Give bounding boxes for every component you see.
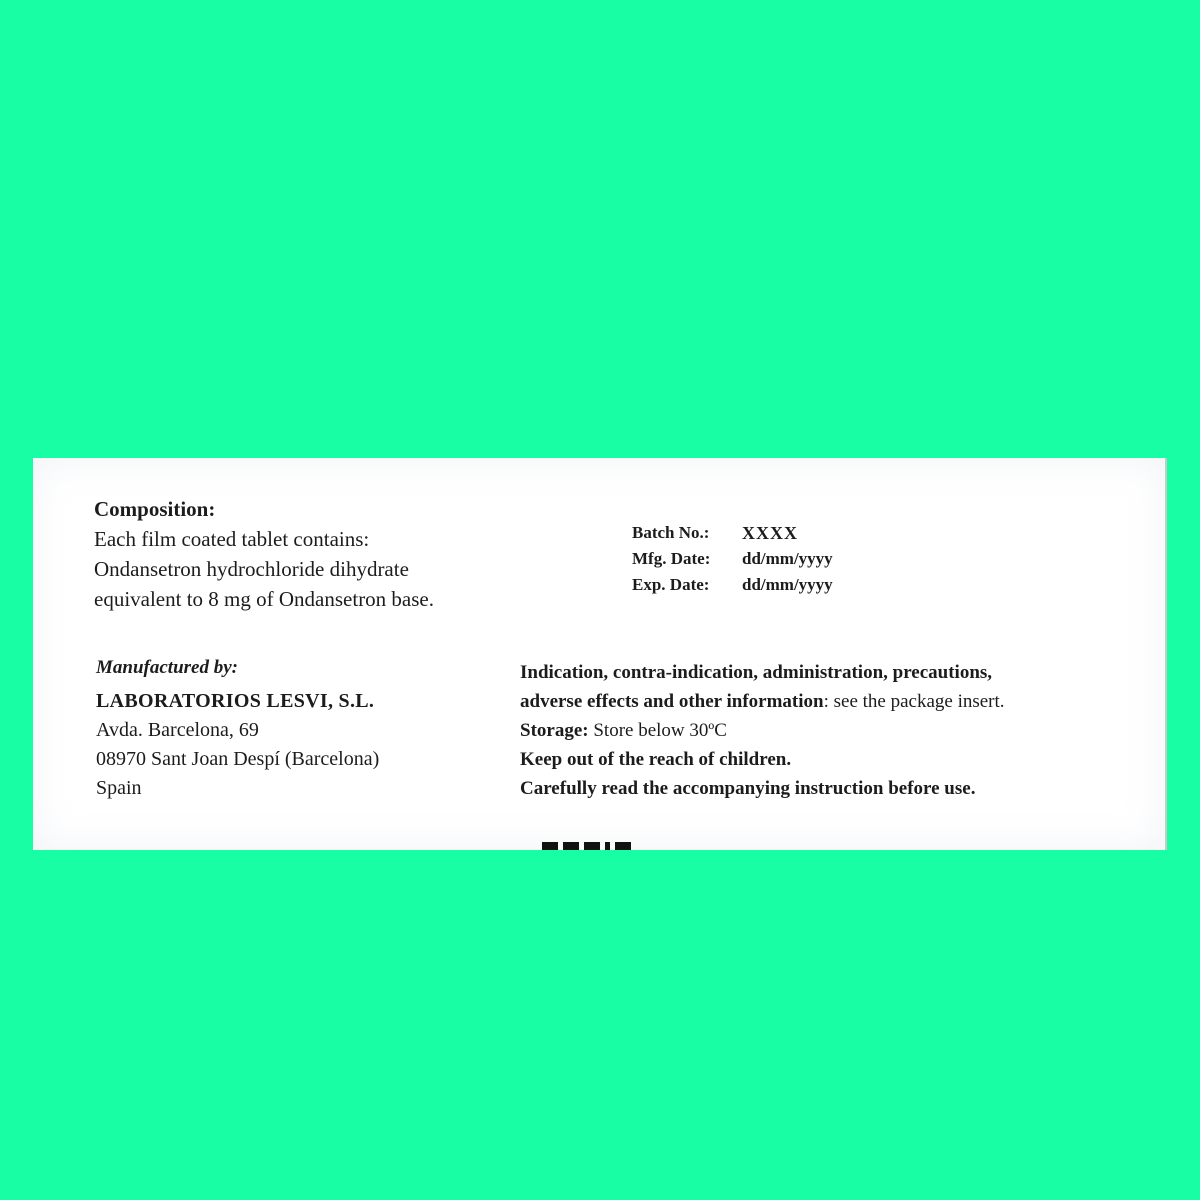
manufacturer-address-line-1: Avda. Barcelona, 69 (96, 719, 259, 741)
batch-info-section (632, 520, 952, 598)
mfg-date-row (632, 546, 952, 572)
manufacturer-section (96, 654, 516, 803)
barcode-bar (605, 842, 610, 850)
barcode-bar (615, 842, 631, 850)
batch-number-value: XXXX (742, 523, 798, 543)
mfg-date-label: Mfg. Date: (632, 549, 711, 568)
storage-line (520, 716, 1150, 745)
indication-line-2-rest: : see the package insert. (823, 691, 1005, 712)
batch-number-row (632, 520, 952, 546)
exp-date-row (632, 572, 952, 598)
keep-out-warning: Keep out of the reach of children. (520, 749, 792, 770)
exp-date-value: dd/mm/yyyy (742, 575, 833, 594)
indication-line-2-bold: adverse effects and other information (520, 691, 824, 712)
manufacturer-heading: Manufactured by: (96, 657, 238, 678)
package-label-panel (33, 458, 1167, 850)
composition-line-1: Each film coated tablet contains: (94, 527, 370, 551)
mfg-date-value: dd/mm/yyyy (742, 549, 833, 568)
manufacturer-address-line-2: 08970 Sant Joan Despí (Barcelona) (96, 748, 380, 770)
storage-value: Store below 30ºC (588, 720, 727, 741)
batch-number-label: Batch No.: (632, 523, 710, 542)
indication-line-2 (520, 687, 1150, 716)
storage-label: Storage: (520, 720, 589, 741)
composition-section (94, 494, 554, 614)
composition-heading: Composition: (94, 497, 216, 521)
composition-line-2: Ondansetron hydrochloride dihydrate (94, 557, 409, 581)
read-instructions-warning: Carefully read the accompanying instruction before use. (520, 778, 976, 799)
indication-line-1: Indication, contra-indication, administration, precautions, (520, 662, 993, 683)
barcode-fragment (542, 842, 631, 850)
exp-date-label: Exp. Date: (632, 575, 710, 594)
barcode-bar (542, 842, 558, 850)
composition-line-3: equivalent to 8 mg of Ondansetron base. (94, 587, 434, 611)
barcode-bar (584, 842, 600, 850)
product-info-section (520, 658, 1150, 803)
barcode-bar (563, 842, 579, 850)
manufacturer-company: LABORATORIOS LESVI, S.L. (96, 690, 375, 712)
manufacturer-address-line-3: Spain (96, 777, 142, 799)
